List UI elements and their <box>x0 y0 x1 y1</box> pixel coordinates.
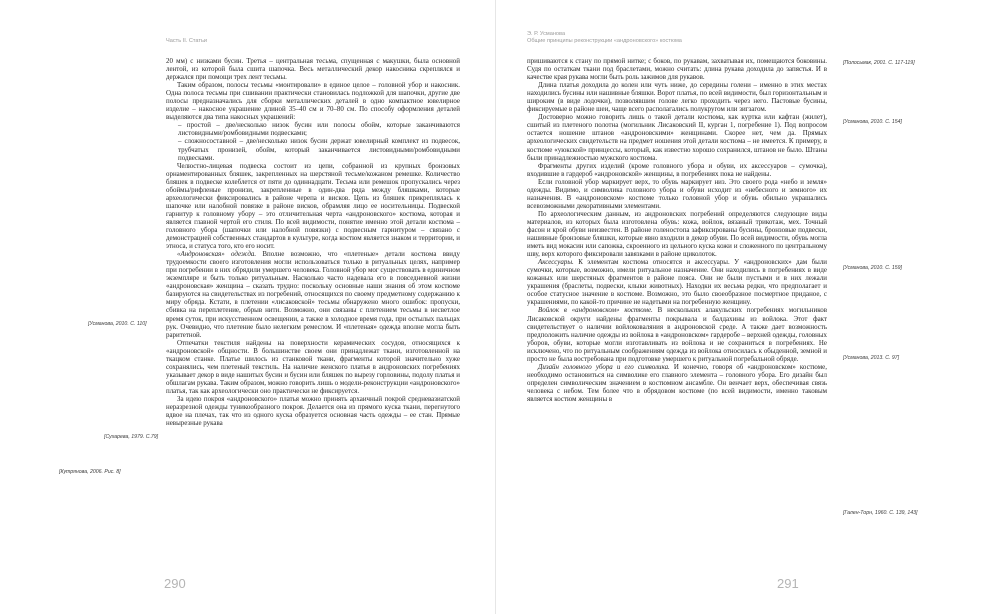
paragraph: 20 мм) с низками бусин. Третья – центральная тесьма, спущенная с макушки, была основной лентой, из которой была сшита шапочка. Весь металлический декор накосника скреплялся и держался при помощи трех лент тесьмы. <box>166 57 460 82</box>
paragraph: Если головной убор маркирует верх, то обувь маркирует низ. Это своего рода «небо и земля» одежды. Видимо, и символика головного убора и обуви исходит из «небесного и земного» их назначения. В «андроновском» костюме только головной убор и обувь обильно украшались всевозможными декоративными элементами. <box>527 177 827 210</box>
right-page <box>496 0 991 614</box>
paragraph: Длина платья доходила до колен или чуть ниже, до середины голени – именно в этих местах находились бусины или нашивные бляшки. Ворот платья, по всей видимости, был горизонтальным и широким (в виде лодочки), позволявшим голове легко проходить через него. Пастовые бусины, фиксируемые в районе шеи, чаще всего располагались полукругом или зигзагом. <box>527 81 827 114</box>
paragraph: «Андроновская» одежда. Вполне возможно, что «плетеные» детали костюма ввиду трудоемкости своего изготовления могли использоваться только в ритуальных целях, например при погребении в них обрядили умершего человека. Головной убор мог существовать в единичном экземпляре и быть только ритуальным. Насколько часто надевала его в повседневной жизни «андроновская» женщина – сказать трудно: поскольку основные наши знания об этом костюме базируются на свидетельствах из погребений, относящихся по своему предметному содержанию к миру обряда. Кстати, в плетении «лисаковской» тесьмы обнаружено много ошибок: пропуски, сбивка на переплетение, обрыв нити. Возможно, они связаны с плетением тесьмы в несветлое время суток, при искусственном освещении, а также в холодное время года, при остылых пальцах рук. Очевидно, что плетение было нелегким ремеслом. И «плетеная» одежда вполне могла быть раритетной. <box>166 250 460 339</box>
paragraph: По археологическим данным, из андроновских погребений определяются следующие виды материалов, из которых была изготовлена обувь: кожа, войлок, вязаный трикотаж, мех. Точный фасон и крой обуви неизвестен. В районе голеностопа зафиксированы бусины, бронзовые подвески, нашивные бронзовые бляшки, которые явно входили в декор обуви. По всей видимости, обувь могла иметь вид мокасин или сапожка, скроенного из цельного куска кожи и сложенного по центральному шву, верх которого фиксировали завязками в районе щиколоток. <box>527 209 827 259</box>
margin-note: [Полосьмак, 2001. С. 117-119] <box>843 60 915 66</box>
section-lead: Аксессуары. <box>538 258 574 267</box>
margin-note: [Гален-Торн, 1960. С. 139, 143] <box>843 510 918 516</box>
paragraph: Достоверно можно говорить лишь о такой детали костюма, как куртка или кафтан (жилет), сшитый из плетеного полотна (могильник Лисаковский II, курган 1, погребение 1). Под вопросом остается ношение штанов «андроновскими» женщинами. Скорее нет, чем да. Прямых археологических свидетельств на предмет ношения этой детали костюма – не имеется. К примеру, в костюме «уюкской» принцессы, который, как известно хорошо сохранился, штанов не было. Штаны были принадлежностью мужского костюма. <box>527 113 827 162</box>
page-number-left: 290 <box>164 576 186 591</box>
paragraph: За идею покроя «андроновского» платья можно принять архаичный покрой средневазиатской неразрезной одежды туникообразного покроя. Делается она из прямого куска ткани, перегнутого вдвое на плечах, так что из одного куска образуется основная часть одежды – ее стан. Прямые невырезные рукава <box>166 394 460 428</box>
right-margin-notes <box>496 0 991 614</box>
page-number-right: 291 <box>777 576 799 591</box>
paragraph: Аксессуары. К элементам костюма относятся и аксессуары. У «андроновских» дам были сумочки, которые, возможно, имели ритуальное назначение. Они находились в погребениях в виде кожаных или шерстяных фрагментов в районе пояса. Они не были пустыми и в них лежали украшения (браслеты, подвески, клыки животных). Находки их весьма редки, что предполагает и особое статусное значение в костюме. Возможно, это было своеобразное посмертное приданое, с украшениями, по какой-то причине не надетыми на погребенную женщину. <box>527 258 827 307</box>
margin-note: [Усманова, 2013. С. 97] <box>843 355 900 361</box>
paragraph: Отпечатки текстиля найдены на поверхности керамических сосудов, относящихся к «андроновской» общности. В большинстве своем они принадлежат ткани, изготовленной на ткацком станке. Платье шилось из станковой ткани, фрагменты которой значительно хуже сохранялись, чем плетеный текстиль. На наличие женского платья в андроновских погребениях указывает декор в виде нашитых бусин и бусин или бляшек по вырезу горловины, подолу платья и обшлагам рукава. Таким образом, можно говорить лишь о модели-реконструкции «андроновского» платья, так как археологически оно практически не фиксируется. <box>166 338 460 395</box>
margin-note: [Усманова, 2010. С. 110] <box>88 321 147 327</box>
paragraph: пришиваются к стану по прямой нитке; с боков, по рукавам, захватывая их, помещаются боковины. Судя по остаткам ткани под браслетами, можно считать: длина рукава доходила до запястья. И в качестве края рукава могли быть роль зажимов для рукавов. <box>527 57 827 82</box>
section-lead: Дизайн головного убора и его символика. <box>538 362 670 371</box>
paragraph: Таким образом, полосы тесьмы «монтировали» в единое целое – головной убор и накосник. Одна полоса тесьмы при сшивании практически становилась подложкой для шапочки, другие две полосы предназначались для сборки металлических деталей в одно компактное ювелирное изделие – накосное украшение длиной 35–40 см и 70–80 см. По способу оформления деталей выделяются два типа накосных украшений: <box>166 81 460 122</box>
left-page <box>0 0 495 614</box>
paragraph: Фрагменты других изделий (кроме головного убора и обуви, их аксессуаров – сумочка), входившие в гардероб «андроновской» женщины, в погребениях пока не найдены. <box>527 161 827 178</box>
margin-note: [Усманова, 2010. С. 154] <box>843 119 902 125</box>
left-margin-notes <box>0 0 495 614</box>
margin-note: [Сухарева, 1979. С.79] <box>104 434 159 440</box>
margin-note: [Кутрянова, 2006. Рис. 8] <box>59 469 121 475</box>
running-head-title: Общие принципы реконструкции «андроновского» костюма <box>527 37 682 44</box>
paragraph: Дизайн головного убора и его символика. И конечно, говоря об «андроновском» костюме, необходимо остановиться на символике его главного элемента – головного убора. Его дизайн был определен символическим значением в костюмном ансамбле. Он венчает верх, обеспечивая связь человека с небом. Тем более что в обрядовом костюме (по всей видимости, именно таковым является костюм женщины в <box>527 362 827 403</box>
running-head-author: Э. Р. Усманова <box>527 31 566 37</box>
paragraph: – простой – две/несколько низок бусин или полосы обойм, которые заканчиваются листовидными/ромбовидными подвесками; <box>178 121 460 138</box>
paragraph: Войлок в «андроновском» костюме. В нескольких алакульских погребениях могильников Лисаковской округи найдены фрагменты покрывала и балдахины из войлока. Этот факт свидетельствует о наличии войлоковаляния в андроновской среде. А также дает возможность предположить наличие одежды из войлока в «андроновском» гардеробе – верхней одежды, головных уборов, обуви, которые могли изготавливать из войлока и не сохраниться в погребениях. Не исключено, что по ритуальным соображениям одежда из войлока относилась к обыденной, земной и просто не была востребована при подготовке умершего к ритуальной погребальной обряде. <box>527 306 827 363</box>
section-lead: Войлок в «андроновском» костюме. <box>538 306 653 315</box>
paragraph: – сложносоставной – две/несколько низок бусин держат ювелирный комплект из подвесок, трубчатых пронизей, обойм, который заканчивается листовидными/ромбовидными подвесками. <box>178 137 460 162</box>
paragraph: Челюстно-лицевая подвеска состоит из цепи, собранной из крупных бронзовых орнаментированных бляшек, закрепленных на шерстяной тесьме/кожаном ремешке. Количество бляшек в подвеске колеблется от пяти до одиннадцати. Тесьма или ремешок пропускались через обоймы/рифленые пронизи, закрепленные в один-два ряда между бляшками, которые археологически фиксировались в районе черепа и висков. Цепь из бляшек прикреплялась к шапочке или налобной повязке в районе висков, обрамляя лицо ее носительницы. Подвеской гарнитур к головному убору – это отличительная черта «андроновского» костюма, которая и является главной чертой его стиля. По всей видимости, понятие именно этой детали костюма – головного убора (шапочки или налобной повязки) с подвесным гарнитуром – связано с демонстрацией собственных стандартов в культуре, когда костюм является знаком и территории, и этноса, и статуса того, кто его носит. <box>166 161 460 251</box>
section-lead: «Андроновская» одежда. <box>177 250 257 259</box>
running-head-left: Часть II. Статьи <box>166 38 208 44</box>
margin-note: [Усманова, 2010. С. 159] <box>843 265 902 271</box>
